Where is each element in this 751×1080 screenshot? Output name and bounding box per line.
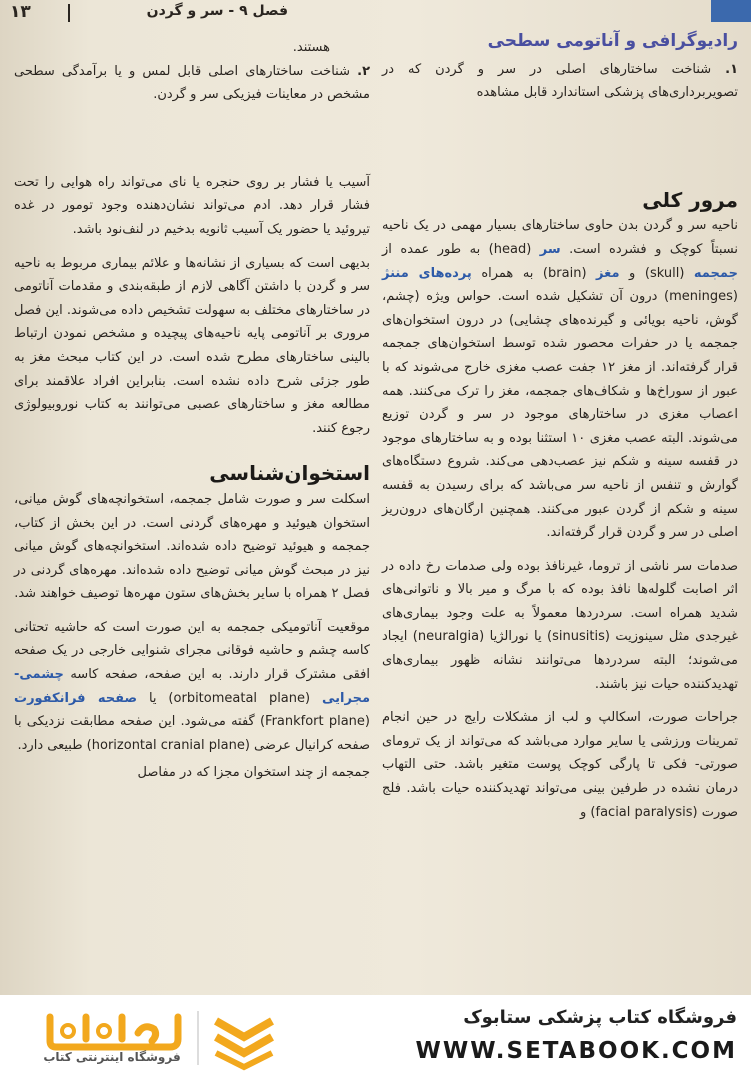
airway-paragraph: آسیب یا فشار بر روی حنجره یا نای می‌تواند راه هوایی را تحت فشار قرار دهد. ادم می‌تواند نشان‌دهنده وجود تومور در غده تیروئید یا حضور یک آسیب ثانویه بدخیم در لنف‌نود باشد.: [14, 174, 370, 237]
overview-heading: مرور کلی: [642, 187, 738, 212]
term-skull: جمجمه: [693, 265, 738, 281]
text-run: ناحیه سر و گردن بدن حاوی ساختارهای بسیار مهمی در یک ناحیه نسبتاً کوچک و فشرده است.: [382, 218, 738, 257]
clinical-paragraph: بدیهی است که بسیاری از نشانه‌ها و علائم بیماری مربوط به ناحیه سر و گردن با داشتن آگاهی لازم از طبقه‌بندی و مقدمات آناتومی در ساختارهای مختلف به سهولت تشخیص داده می‌شوند. این فصل مروری بر آناتومی پایه ناحیه‌های پیچیده و مشخص نمودن ارتباط بالینی ساختارهای مطرح شده است. در این کتاب مبحث مغز به طور جزئی شرح داده نشده است. بنابراین افراد علاقمند برای مطالعه مغز و ساختارهای عصبی می‌توانند به کتاب نوروبیولوژی رجوع کنند.: [14, 255, 370, 436]
item1-tail: هستند.: [292, 40, 330, 55]
page-header: [0, 0, 751, 26]
skeleton-paragraph: اسکلت سر و صورت شامل جمجمه، استخوانچه‌های گوش میانی، استخوان هیوئید و مهره‌های گردنی است. در این بخش از کتاب، جمجمه و هیوئید توضیح داده شده‌اند. استخوانچه‌های گوش میانی نیز در مبحث گوش میانی توضیح داده شده‌اند. مهره‌های گردنی در فصل ۲ همراه با سایر بخش‌های ستون مهره‌ها توصیف خواهند شد.: [14, 491, 370, 602]
setabook-logo: [20, 1003, 290, 1073]
anatomical-position-paragraph: [14, 616, 370, 758]
store-url[interactable]: WWW.SETABOOK.COM: [415, 1038, 737, 1064]
text-run: (meninges) درون آن تشکیل شده است. حواس ویژه (چشم، گوش، ناحیه بویائی و گیرنده‌های چشایی) در درون استخوان‌های جمجمه یا در حفرات محصور شده توسط استخوان‌های جمجمه قرار گرفته‌اند. از مغز ۱۲ جفت عصب مغزی خارج می‌شوند که با عبور از سوراخ‌ها و شکاف‌های جمجمه، مغز را ترک می‌کنند. همه اعصاب مغزی در ساختارهای موجود در سر و گردن توزیع می‌شوند. البته عصب مغزی ۱۰ استثنا بوده و به ساختارهای موجود در قفسه سینه و شکم نیز عصب‌دهی می‌کند. شروع دستگاه‌های گوارش و تنفس از ناحیه سر می‌باشد که برای رسیدن به قفسه سینه و شکم از گردن عبور می‌کنند. همچنین ارگان‌های درون‌ریز اصلی در سر و گردن قرار گرفته‌اند.: [382, 289, 739, 541]
page-number: ۱۳: [10, 2, 31, 22]
logo-tagline: فروشگاه اینترنتی کتاب: [43, 1050, 181, 1064]
term-frankfort: صفحه فرانکفورت: [14, 690, 138, 706]
objective-item-1: [382, 58, 738, 105]
osteology-heading: استخوان‌شناسی: [209, 461, 370, 486]
text-run: (Frankfort plane) گفته می‌شود. این صفحه مطابقت نزدیکی با صفحه کرانیال عرضی (horizontal cranial plane) طبیعی دارد.: [14, 714, 370, 753]
objective-item-2: [14, 60, 370, 107]
left-column: [14, 36, 370, 785]
item-text: شناخت ساختارهای اصلی قابل لمس و یا برآمدگی سطحی مشخص در معاینات فیزیکی سر و گردن.: [14, 63, 370, 103]
section-heading-radiography: رادیوگرافی و آناتومی سطحی: [487, 31, 738, 51]
store-title: فروشگاه کتاب پزشکی ستابوک: [463, 1007, 737, 1028]
term-orbitomeatal: چشمی- مجرایی: [14, 667, 370, 706]
term-brain: مغز: [596, 265, 620, 281]
skull-joints-paragraph: جمجمه از چند استخوان مجزا که در مفاصل: [137, 765, 370, 781]
term-meninges: پرده‌های مننژ: [382, 265, 472, 281]
right-column: [382, 30, 738, 824]
text-run: (orbitomeatal plane) یا: [137, 690, 322, 706]
store-footer: [0, 995, 751, 1080]
item-text: شناخت ساختارهای اصلی در سر و گردن که در تصویربرداری‌های پزشکی استاندارد قابل مشاهده: [382, 61, 738, 101]
text-run: موقعیت آناتومیکی جمجمه به این صورت است که حاشیه تحتانی کاسه چشم و حاشیه فوقانی مجرای شنوایی خارجی در یک صفحه افقی مشترک قرار دارند. به این صفحه، صفحه کاسه: [14, 619, 370, 683]
item-number: ۲.: [357, 63, 371, 79]
face-injury-paragraph: جراحات صورت، اسکالپ و لب از مشکلات رایج در حین انجام تمرینات ورزشی یا سایر موارد می‌باشد که می‌تواند از یک ترومای صورتی- فکی تا پارگی کوچک پوست متغیر باشد. حتی التهاب درمان نشده در طرفین بینی می‌تواند تهدیدکننده حیات باشد. فلج صورت (facial paralysis) و: [382, 710, 738, 820]
text-run: (brain) به همراه: [471, 265, 597, 281]
term-head: سر: [539, 241, 561, 257]
chapter-tab: [711, 0, 751, 22]
overview-paragraph: [382, 214, 738, 544]
trauma-paragraph: صدمات سر ناشی از تروما، غیرنافذ بوده ولی صدمات رخ داده در اثر اصابت گلوله‌ها نافذ بوده که با مرگ و میر بالا و ناتوانی‌های شدید همراه است. سردردها معمولاً به علت وجود بیماری‌های غیرجدی مثل سینوزیت (sinusitis) یا نورالژیا (neuralgia) ایجاد می‌شوند؛ البته سردردها می‌توانند نشانه ظهور بیماری‌های تهدیدکننده حیات نیز باشند.: [382, 558, 739, 692]
text-run: (head) به طور عمده از: [382, 241, 540, 257]
text-run: (skull) و: [619, 265, 694, 281]
header-divider: [68, 4, 70, 22]
item-number: ۱.: [725, 61, 738, 77]
chapter-title: فصل ۹ - سر و گردن: [146, 3, 288, 19]
